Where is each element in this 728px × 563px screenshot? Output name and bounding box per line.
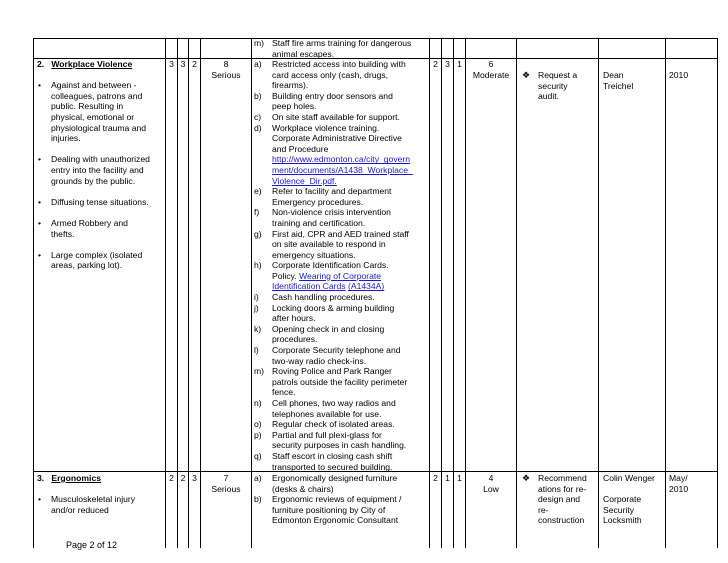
responsible-cell	[603, 473, 665, 526]
control-item	[254, 494, 428, 526]
hazard-item	[37, 197, 163, 208]
directive-link[interactable]: Violence_Dir.pdf.	[272, 175, 337, 186]
risk-rating-label: Serious	[211, 69, 241, 80]
control-item	[254, 292, 428, 303]
score-2: 3	[180, 59, 186, 69]
control-line: furniture positioning by City of	[272, 504, 386, 515]
control-line: (desks & chairs)	[272, 483, 334, 494]
control-line: Corporate Identification Cards.	[272, 260, 389, 271]
control-marker: d)	[254, 122, 262, 133]
control-line: Workplace violence training.	[272, 122, 380, 133]
control-item	[254, 345, 428, 366]
score-2: 2	[180, 473, 186, 483]
control-line: Building entry door sensors and	[272, 90, 393, 101]
control-line: procedures.	[272, 334, 318, 345]
hazard-line: Diffusing tense situations.	[51, 196, 149, 207]
control-line: security purposes in cash handling.	[272, 440, 407, 451]
control-marker: i)	[254, 292, 259, 303]
score-3: 2	[192, 59, 197, 69]
control-line: firearms).	[272, 80, 309, 91]
control-marker: e)	[254, 186, 262, 197]
control-item	[254, 303, 428, 324]
control-text: Policy.	[272, 270, 297, 281]
control-marker: a)	[254, 473, 262, 483]
control-item	[254, 112, 428, 123]
responsible-line	[603, 484, 665, 495]
risk-rating	[201, 59, 251, 80]
hazard-title	[37, 59, 163, 70]
control-line: patrols outside the facility perimeter	[272, 376, 408, 387]
hazard-title	[37, 473, 163, 484]
controls-list	[254, 473, 428, 526]
control-line: animal escapes.	[272, 48, 335, 59]
bullet-dot-icon: •	[38, 80, 42, 91]
control-marker: l)	[254, 345, 259, 356]
control-marker: k)	[254, 323, 262, 334]
controls-cell	[254, 59, 428, 472]
policy-link[interactable]: Wearing of Corporate	[299, 270, 382, 281]
directive-link[interactable]: http://www.edmonton.ca/city_govern	[272, 154, 411, 165]
bullet-dot-icon: •	[38, 154, 42, 165]
responsible-cell	[603, 70, 663, 91]
risk-rating-label: Serious	[211, 483, 241, 494]
control-item	[254, 473, 428, 494]
directive-link[interactable]: ment/documents/A1438_Workplace_	[272, 164, 413, 175]
control-line: Cash handling procedures.	[272, 292, 375, 303]
control-item	[254, 398, 428, 419]
control-item	[254, 91, 428, 112]
hazard-line: Against and between -	[51, 80, 137, 91]
hazard-line: Large complex (isolated	[51, 249, 143, 260]
control-line: and Procedure	[272, 143, 329, 154]
control-item	[254, 419, 428, 430]
control-line: peep holes.	[272, 101, 317, 112]
hazard-item	[37, 250, 163, 271]
risk-rating-number: 8	[223, 59, 229, 69]
date-line: May/	[669, 473, 688, 483]
hazard-line: Dealing with unauthorized	[51, 154, 150, 165]
control-line: First aid, CPR and AED trained staff	[272, 228, 409, 239]
page-number: Page 2 of 12	[66, 540, 118, 550]
residual-score-3: 1	[457, 59, 462, 69]
hazard-line: physiological trauma and	[51, 122, 147, 133]
control-line: On site staff available for support.	[272, 111, 400, 122]
control-line: Edmonton Ergonomic Consultant	[272, 515, 399, 526]
control-marker: f)	[254, 207, 260, 218]
control-marker: g)	[254, 228, 262, 239]
top-control-item	[254, 38, 428, 59]
policy-link[interactable]: (A1434A)	[347, 281, 385, 292]
control-marker: m)	[254, 366, 265, 377]
residual-score-1: 2	[433, 59, 438, 69]
bullet-dot-icon: •	[38, 196, 42, 207]
hazard-line: injuries.	[51, 133, 81, 144]
residual-rating-label: Moderate	[472, 69, 510, 80]
control-line: Corporate Security telephone and	[272, 345, 401, 356]
control-item	[254, 451, 428, 472]
risk-rating-number: 7	[223, 473, 229, 483]
hazard-line: thefts.	[51, 228, 75, 239]
hazard-cell-ergonomics	[37, 473, 163, 526]
hazard-title-text: Ergonomics	[51, 473, 102, 483]
control-line: Opening check in and closing	[272, 323, 385, 334]
score-1: 3	[169, 59, 174, 69]
control-line: Regular check of isolated areas.	[272, 419, 395, 430]
action-cell	[520, 473, 596, 526]
hazard-cell-workplace-violence	[37, 59, 163, 281]
control-marker: o)	[254, 419, 262, 430]
residual-score-3: 1	[457, 473, 462, 483]
hazard-item	[37, 80, 163, 144]
responsible-line: Colin Wenger	[603, 473, 655, 483]
responsible-line: Locksmith	[603, 515, 642, 526]
control-marker: m)	[254, 38, 265, 48]
control-line: fence.	[272, 387, 296, 398]
control-line: two-way radio check-ins.	[272, 355, 367, 366]
control-line: on site available to respond in	[272, 239, 386, 250]
hazard-item	[37, 154, 163, 186]
bullet-dot-icon: •	[38, 217, 42, 228]
control-marker: b)	[254, 494, 262, 505]
control-marker: j)	[254, 302, 259, 313]
hazard-number: 3.	[37, 473, 45, 483]
responsible-line: Treichel	[603, 80, 634, 91]
action-line: re-	[538, 504, 549, 515]
control-line: Corporate Administrative Directive	[272, 133, 402, 144]
control-line: after hours.	[272, 313, 316, 324]
control-line: Emergency procedures.	[272, 196, 364, 207]
hazard-title-text: Workplace Violence	[51, 59, 133, 69]
control-line: Staff fire arms training for dangerous	[272, 38, 412, 48]
control-item	[254, 123, 428, 187]
date-line: 2010	[669, 483, 689, 494]
control-marker: h)	[254, 260, 262, 271]
control-line: telephones available for use.	[272, 408, 382, 419]
hazard-list	[37, 80, 163, 271]
control-line: Ergonomically designed furniture	[272, 473, 398, 483]
control-marker: p)	[254, 429, 262, 440]
control-item	[254, 59, 428, 91]
control-line: Refer to facility and department	[272, 186, 392, 197]
hazard-number: 2.	[37, 59, 45, 69]
action-line: Recommend	[538, 473, 587, 483]
control-item	[254, 207, 428, 228]
controls-list	[254, 59, 428, 472]
hazard-line: public. Resulting in	[51, 101, 124, 112]
control-marker: b)	[254, 90, 262, 101]
residual-rating-label: Low	[483, 483, 499, 494]
control-line: transported to secured building.	[272, 461, 393, 472]
control-line: Roving Police and Park Ranger	[272, 366, 392, 377]
residual-rating-number: 4	[488, 473, 494, 483]
control-item	[254, 366, 428, 398]
control-line: Locking doors & arming building	[272, 302, 395, 313]
action-line: construction	[538, 515, 585, 526]
diamond-bullet-icon: ❖	[522, 70, 531, 80]
hazard-line: grounds by the public.	[51, 175, 136, 186]
control-marker: a)	[254, 59, 262, 69]
control-item	[254, 324, 428, 345]
control-line: Restricted access into building with	[272, 59, 406, 69]
control-line: emergency situations.	[272, 249, 356, 260]
bullet-dot-icon: •	[38, 249, 42, 260]
control-marker: n)	[254, 398, 262, 408]
hazard-line: Musculoskeletal injury	[51, 494, 136, 505]
control-line: Non-violence crisis intervention	[272, 207, 391, 218]
control-line: Staff escort in closing cash shift	[272, 450, 393, 461]
control-item	[254, 229, 428, 261]
control-line: Partial and full plexi-glass for	[272, 429, 382, 440]
action-line: ations for re-	[538, 483, 587, 494]
hazard-line: and/or reduced	[51, 504, 109, 515]
hazard-line: Armed Robbery and	[51, 217, 128, 228]
residual-score-2: 3	[445, 59, 450, 69]
hazard-list	[37, 494, 163, 515]
residual-score-2: 1	[445, 473, 450, 483]
control-line: card access only (cash, drugs,	[272, 69, 389, 80]
hazard-line: entry into the facility and	[51, 164, 144, 175]
control-marker: q)	[254, 450, 262, 461]
hazard-line: colleagues, patrons and	[51, 90, 143, 101]
control-line	[272, 271, 428, 282]
action-line: design and	[538, 494, 581, 505]
control-item	[254, 186, 428, 207]
bullet-dot-icon: •	[38, 494, 42, 505]
risk-rating	[201, 473, 251, 494]
residual-rating-number: 6	[488, 59, 494, 69]
score-1: 2	[169, 473, 174, 483]
action-line: audit.	[538, 91, 560, 102]
score-3: 3	[192, 473, 197, 483]
action-line: Request a	[538, 70, 578, 80]
policy-link[interactable]: Identification Cards	[272, 281, 346, 292]
residual-rating	[466, 473, 516, 494]
date-cell	[669, 473, 715, 494]
control-line	[272, 281, 428, 292]
control-line: training and certification.	[272, 217, 366, 228]
action-line: security	[538, 80, 568, 91]
diamond-bullet-icon: ❖	[522, 473, 531, 483]
controls-cell	[254, 473, 428, 526]
date-cell: 2010	[669, 70, 689, 80]
control-item	[254, 430, 428, 451]
hazard-line: physical, emotional or	[51, 111, 135, 122]
residual-score-1: 2	[433, 473, 438, 483]
control-line: Cell phones, two way radios and	[272, 398, 396, 408]
residual-rating	[466, 59, 516, 80]
control-item	[254, 260, 428, 292]
hazard-item	[37, 494, 163, 515]
control-marker: c)	[254, 111, 262, 122]
control-line: Ergonomic reviews of equipment /	[272, 494, 402, 505]
responsible-line: Security	[603, 504, 635, 515]
hazard-item	[37, 218, 163, 239]
hazard-line: areas, parking lot).	[51, 260, 123, 271]
action-cell	[520, 70, 596, 102]
responsible-line: Dean	[603, 70, 624, 80]
responsible-line: Corporate	[603, 494, 642, 505]
